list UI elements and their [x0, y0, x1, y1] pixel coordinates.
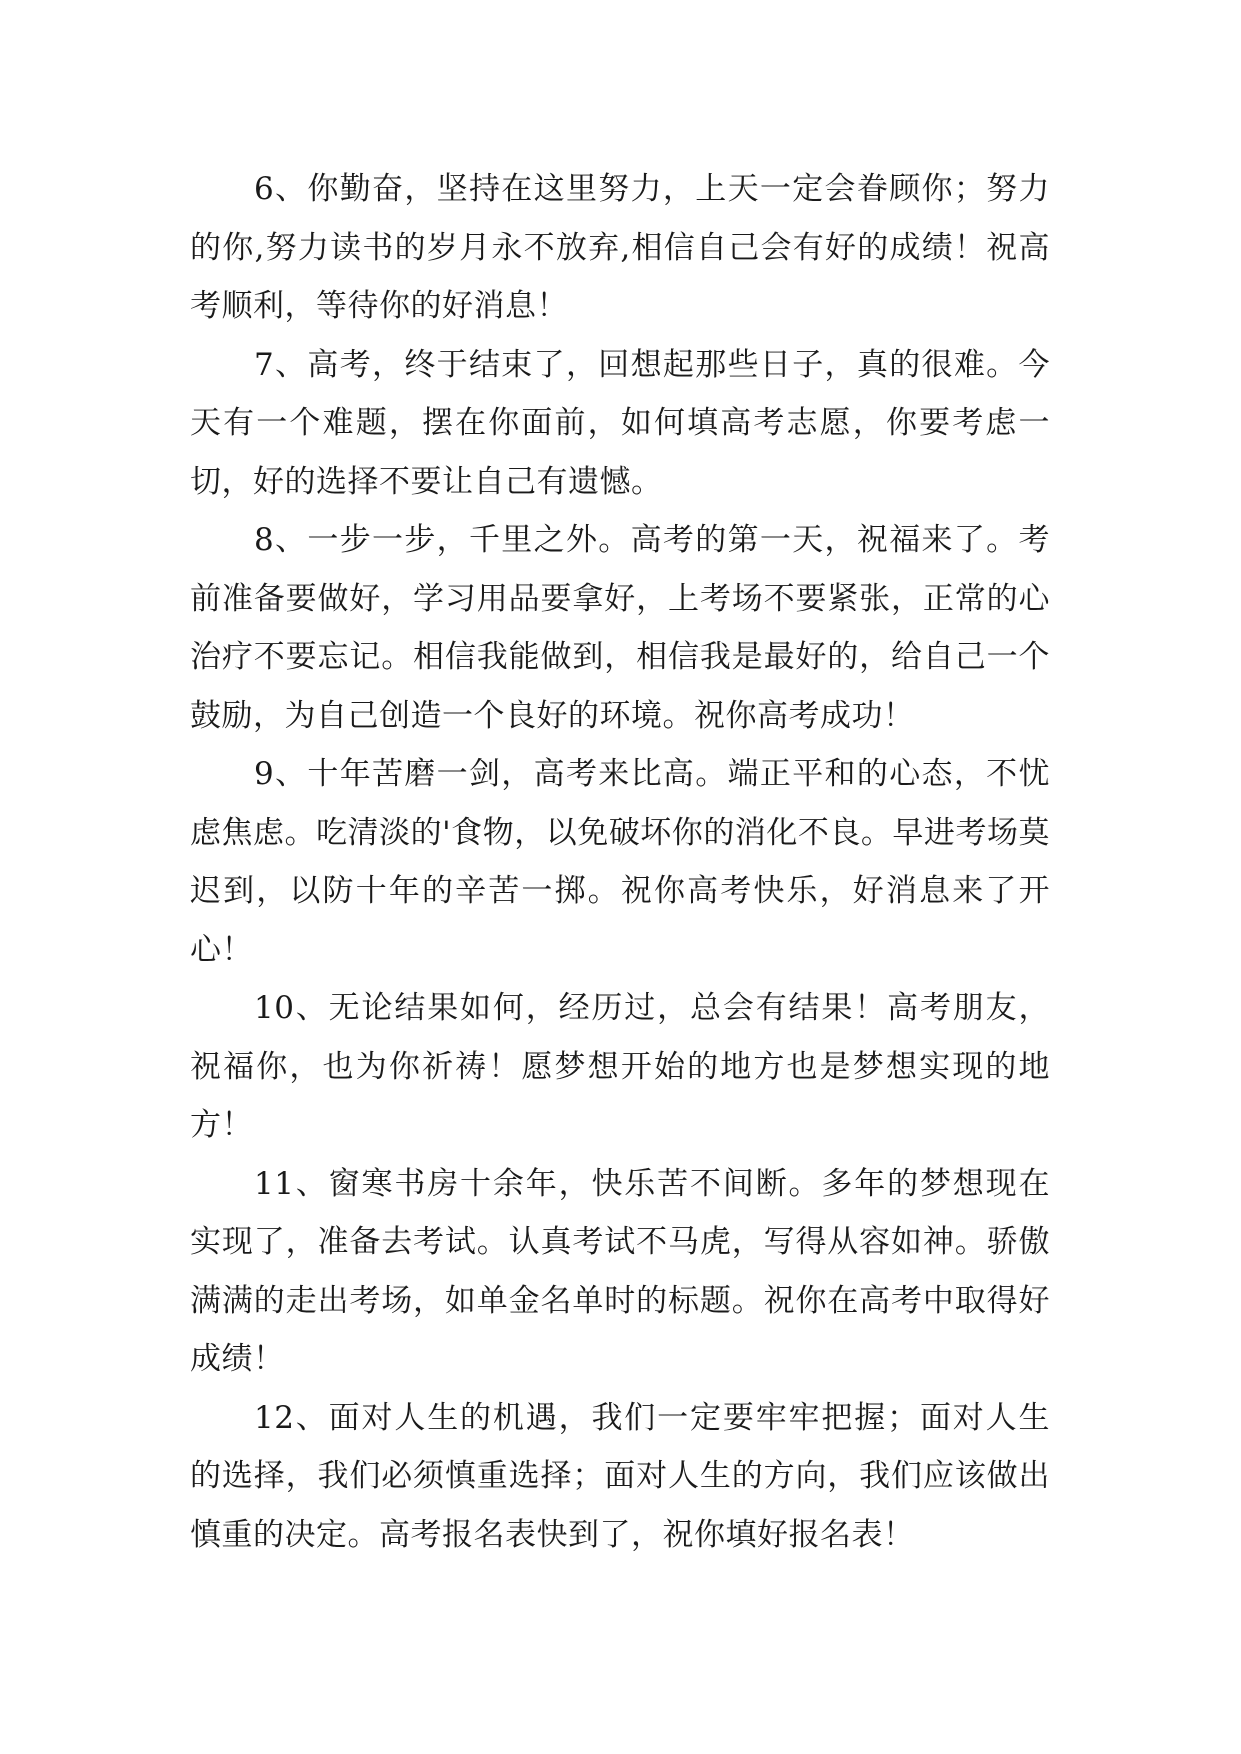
- paragraph-12: 12、面对人生的机遇，我们一定要牢牢把握；面对人生的选择，我们必须慎重选择；面对人生的方向，我们应该做出慎重的决定。高考报名表快到了，祝你填好报名表！: [190, 1399, 1050, 1553]
- paragraph-10: 10、无论结果如何，经历过，总会有结果！高考朋友，祝福你，也为你祈祷！愿梦想开始的地方也是梦想实现的地方！: [190, 990, 1050, 1143]
- document-body: [190, 160, 1050, 1564]
- paragraph-9: 9、十年苦磨一剑，高考来比高。端正平和的心态，不忧虑焦虑。吃清淡的'食物，以免破坏你的消化不良。早进考场莫迟到，以防十年的辛苦一掷。祝你高考快乐，好消息来了开心！: [190, 756, 1050, 968]
- paragraph-11: 11、窗寒书房十余年，快乐苦不间断。多年的梦想现在实现了，准备去考试。认真考试不马虎，写得从容如神。骄傲满满的走出考场，如单金名单时的标题。祝你在高考中取得好成绩！: [190, 1165, 1050, 1377]
- paragraph-7: 7、高考，终于结束了，回想起那些日子，真的很难。今天有一个难题，摆在你面前，如何填高考志愿，你要考虑一切，好的选择不要让自己有遗憾。: [190, 346, 1050, 500]
- paragraph-6: 6、你勤奋，坚持在这里努力，上天一定会眷顾你；努力的你,努力读书的岁月永不放弃,相信自己会有好的成绩！祝高考顺利，等待你的好消息！: [190, 171, 1050, 324]
- paragraph-8: 8、一步一步，千里之外。高考的第一天，祝福来了。考前准备要做好，学习用品要拿好，上考场不要紧张，正常的心治疗不要忘记。相信我能做到，相信我是最好的，给自己一个鼓励，为自己创造一个良好的环境。祝你高考成功！: [190, 522, 1050, 734]
